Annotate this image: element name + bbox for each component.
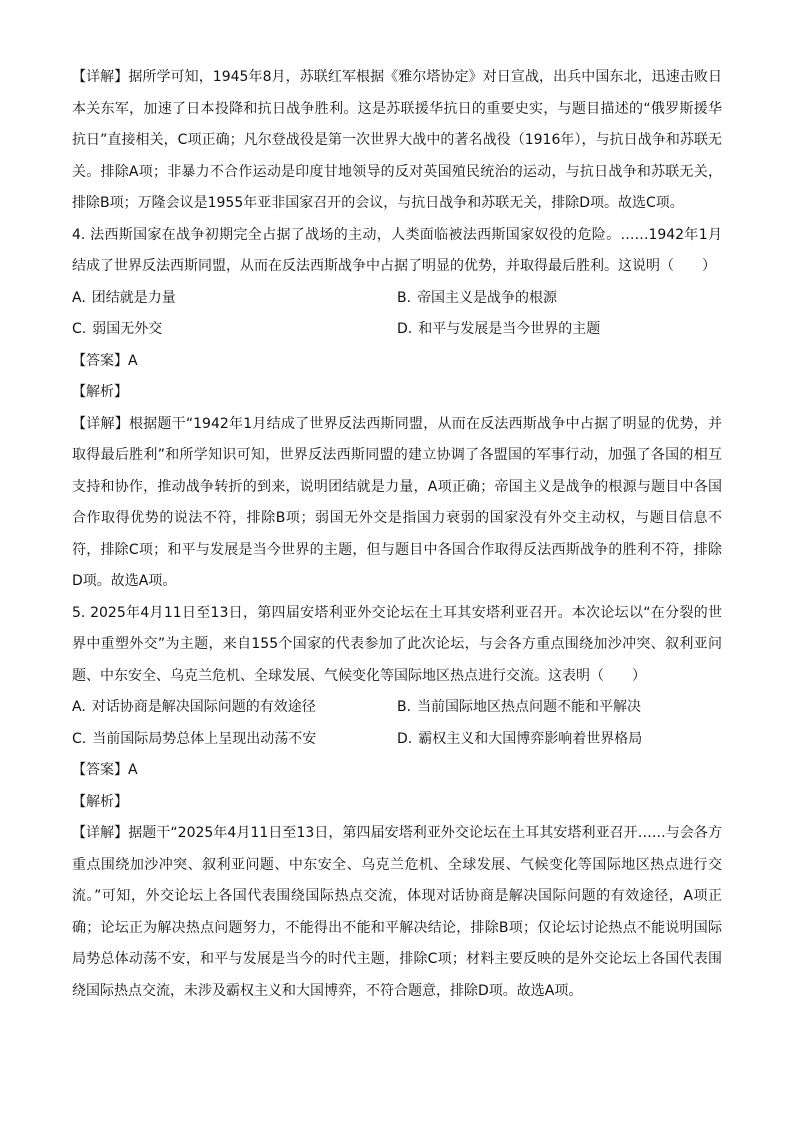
q4-answer: 【答案】A (72, 352, 138, 369)
q5-detail-paragraph: 【详解】据题干“2025年4月11日至13日，第四届安塔利亚外交论坛在土耳其安塔利亚召开……与会各方重点围绕加沙冲突、叙利亚问题、中东安全、乌克兰危机、全球发展、气候变化等国际地区热点进行交流。”可知，外交论坛上各国代表围绕国际热点交流，体现对话协商是解决国际问题的有效途径，A项正确；论坛正为解决热点问题努力，不能得出不能和平解决结论，排除B项；仅论坛讨论热点不能说明国际局势总体动荡不安，和平与发展是当今的时代主题，排除C项；材料主要反映的是外交论坛上各国代表围绕国际热点交流，未涉及霸权主义和大国博弈，不符合题意，排除D项。故选A项。 (72, 825, 722, 999)
q4-option-b (397, 283, 722, 315)
q5-option-b (397, 692, 722, 724)
option-text: 帝国主义是战争的根源 (417, 289, 558, 306)
option-text: 对话协商是解决国际问题的有效途径 (91, 699, 316, 715)
option-text: 团结就是力量 (91, 289, 176, 306)
q5-stem: 5. 2025年4月11日至13日，第四届安塔利亚外交论坛在土耳其安塔利亚召开。本次论坛以“在分裂的世界中重塑外交”为主题，来自155个国家的代表参加了此次论坛，与会各方重点围绕加沙冲突、叙利亚问题、中东安全、乌克兰危机、全球发展、气候变化等国际地区热点进行交流。这表明（ ） (72, 604, 722, 684)
option-letter: B. (397, 699, 412, 715)
option-text: 当前国际地区热点问题不能和平解决 (417, 699, 642, 715)
option-text: 弱国无外交 (92, 321, 163, 337)
option-letter: C. (72, 321, 87, 337)
q3-detail-paragraph: 【详解】据所学可知，1945年8月，苏联红军根据《雅尔塔协定》对日宣战，出兵中国东北，迅速击败日本关东军，加速了日本投降和抗日战争胜利。这是苏联援华抗日的重要史实，与题目描述的“俄罗斯援华抗日”直接相关，C项正确；凡尔登战役是第一次世界大战中的著名战役（1916年），与抗日战争和苏联无关。排除A项；非暴力不合作运动是印度甘地领导的反对英国殖民统治的运动，与抗日战争和苏联无关，排除B项；万隆会议是1955年亚非国家召开的会议，与抗日战争和苏联无关，排除D项。故选C项。 (72, 69, 722, 211)
option-letter: C. (72, 730, 87, 747)
option-text: 当前国际局势总体上呈现出动荡不安 (92, 730, 317, 747)
q5-answer: 【答案】A (72, 762, 138, 778)
q5-option-d (397, 724, 722, 756)
option-text: 霸权主义和大国博弈影响着世界格局 (418, 730, 643, 747)
option-letter: A. (72, 699, 86, 715)
option-letter: D. (397, 321, 413, 337)
option-text: 和平与发展是当今世界的主题 (418, 321, 601, 337)
q4-analysis-heading: 【解析】 (72, 384, 128, 400)
q5-option-a (72, 692, 397, 724)
q4-options (72, 283, 722, 346)
q4-option-a (72, 283, 397, 315)
option-letter: B. (397, 289, 412, 306)
q4-option-c (72, 314, 397, 346)
q5-option-c (72, 724, 397, 756)
option-letter: A. (72, 289, 86, 306)
q4-detail-paragraph: 【详解】根据题干“1942年1月结成了世界反法西斯同盟，从而在反法西斯战争中占据了明显的优势，并取得最后胜利”和所学知识可知，世界反法西斯同盟的建立协调了各盟国的军事行动，加强了各国的相互支持和协作，推动战争转折的到来，说明团结就是力量，A项正确；帝国主义是战争的根源与题目中各国合作取得优势的说法不符，排除B项；弱国无外交是指国力衰弱的国家没有外交主动权，与题目信息不符，排除C项；和平与发展是当今世界的主题，但与题目中各国合作取得反法西斯战争的胜利不符，排除D项。故选A项。 (72, 415, 722, 589)
option-letter: D. (397, 730, 413, 747)
q5-analysis-heading: 【解析】 (72, 793, 128, 810)
q4-stem: 4. 法西斯国家在战争初期完全占据了战场的主动，人类面临被法西斯国家奴役的危险。……1942年1月结成了世界反法西斯同盟，从而在反法西斯战争中占据了明显的优势，并取得最后胜利。这说明（ ） (72, 226, 722, 274)
q4-option-d (397, 314, 722, 346)
q5-options (72, 692, 722, 755)
